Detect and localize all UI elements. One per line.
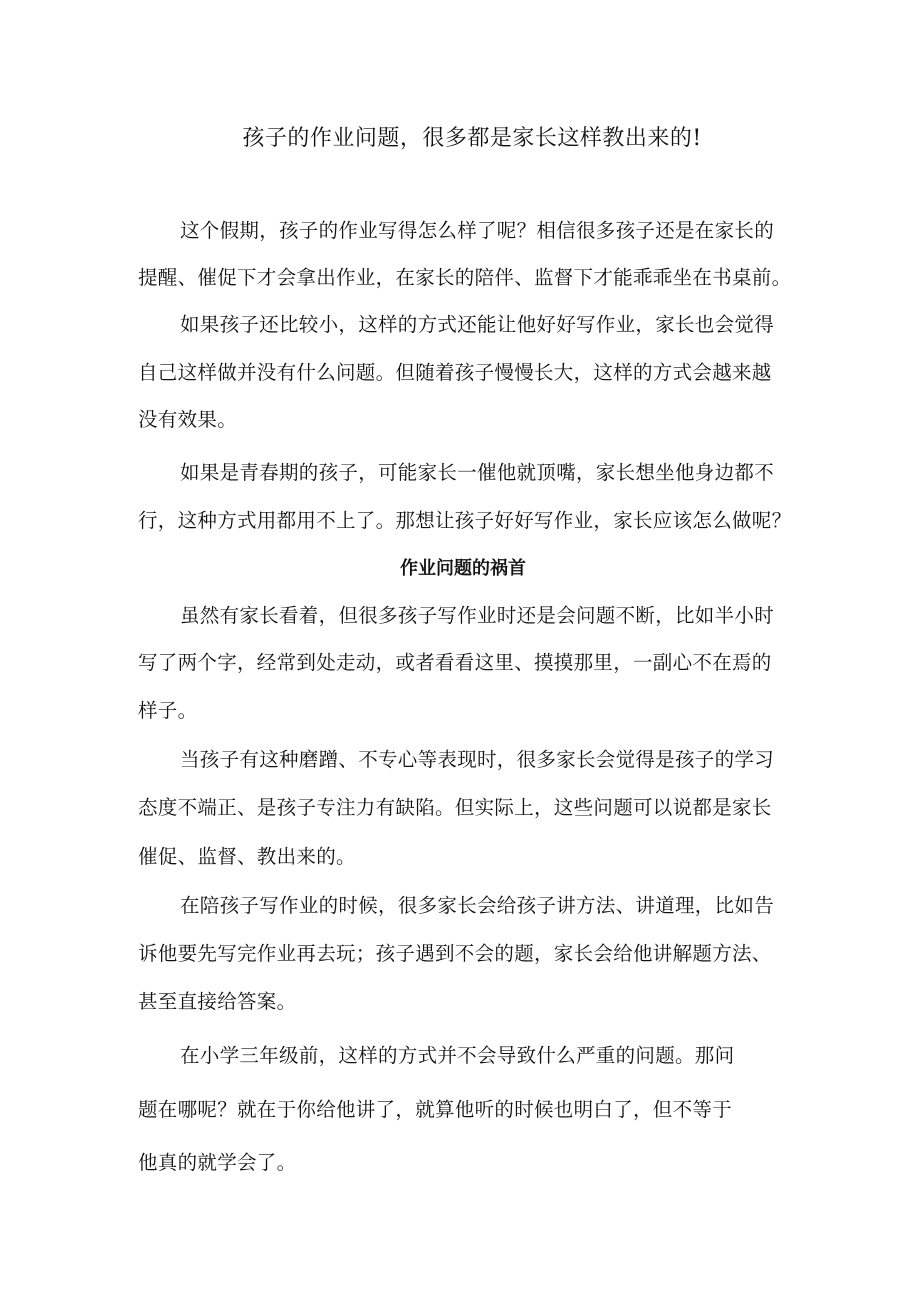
paragraph-line: 他真的就学会了。 xyxy=(138,1151,297,1174)
paragraph-line: 样子。 xyxy=(138,699,198,722)
paragraph-line: 如果是青春期的孩子，可能家长一催他就顶嘴，家长想坐他身边都不 xyxy=(180,461,775,484)
paragraph-line: 写了两个字，经常到处走动，或者看看这里、摸摸那里，一副心不在焉的 xyxy=(138,651,772,674)
paragraph-line: 在小学三年级前，这样的方式并不会导致什么严重的问题。那问 xyxy=(180,1044,735,1067)
paragraph-line: 这个假期，孩子的作业写得怎么样了呢？相信很多孩子还是在家长的 xyxy=(180,219,775,242)
paragraph-line: 没有效果。 xyxy=(138,408,238,431)
paragraph-line: 催促、监督、教出来的。 xyxy=(138,845,356,868)
paragraph-line: 诉他要先写完作业再去玩；孩子遇到不会的题，家长会给他讲解题方法、 xyxy=(138,942,772,965)
paragraph-line: 虽然有家长看着，但很多孩子写作业时还是会问题不断，比如半小时 xyxy=(180,604,775,627)
paragraph-line: 行，这种方式用都用不上了。那想让孩子好好写作业，家长应该怎么做呢？ xyxy=(138,509,792,532)
document-title: 孩子的作业问题，很多都是家长这样教出来的! xyxy=(242,126,702,151)
section-heading: 作业问题的祸首 xyxy=(400,558,526,579)
paragraph-line: 提醒、催促下才会拿出作业，在家长的陪伴、监督下才能乖乖坐在书桌前。 xyxy=(138,266,792,289)
paragraph-line: 在陪孩子写作业的时候，很多家长会给孩子讲方法、讲道理，比如告 xyxy=(180,894,775,917)
paragraph-line: 题在哪呢？就在于你给他讲了，就算他听的时候也明白了，但不等于 xyxy=(138,1098,733,1121)
paragraph-line: 自己这样做并没有什么问题。但随着孩子慢慢长大，这样的方式会越来越 xyxy=(138,361,772,384)
paragraph-line: 态度不端正、是孩子专注力有缺陷。但实际上，这些问题可以说都是家长 xyxy=(138,796,772,819)
paragraph-line: 当孩子有这种磨蹭、不专心等表现时，很多家长会觉得是孩子的学习 xyxy=(180,748,775,771)
paragraph-line: 如果孩子还比较小，这样的方式还能让他好好写作业，家长也会觉得 xyxy=(180,313,775,336)
paragraph-line: 甚至直接给答案。 xyxy=(138,990,297,1013)
